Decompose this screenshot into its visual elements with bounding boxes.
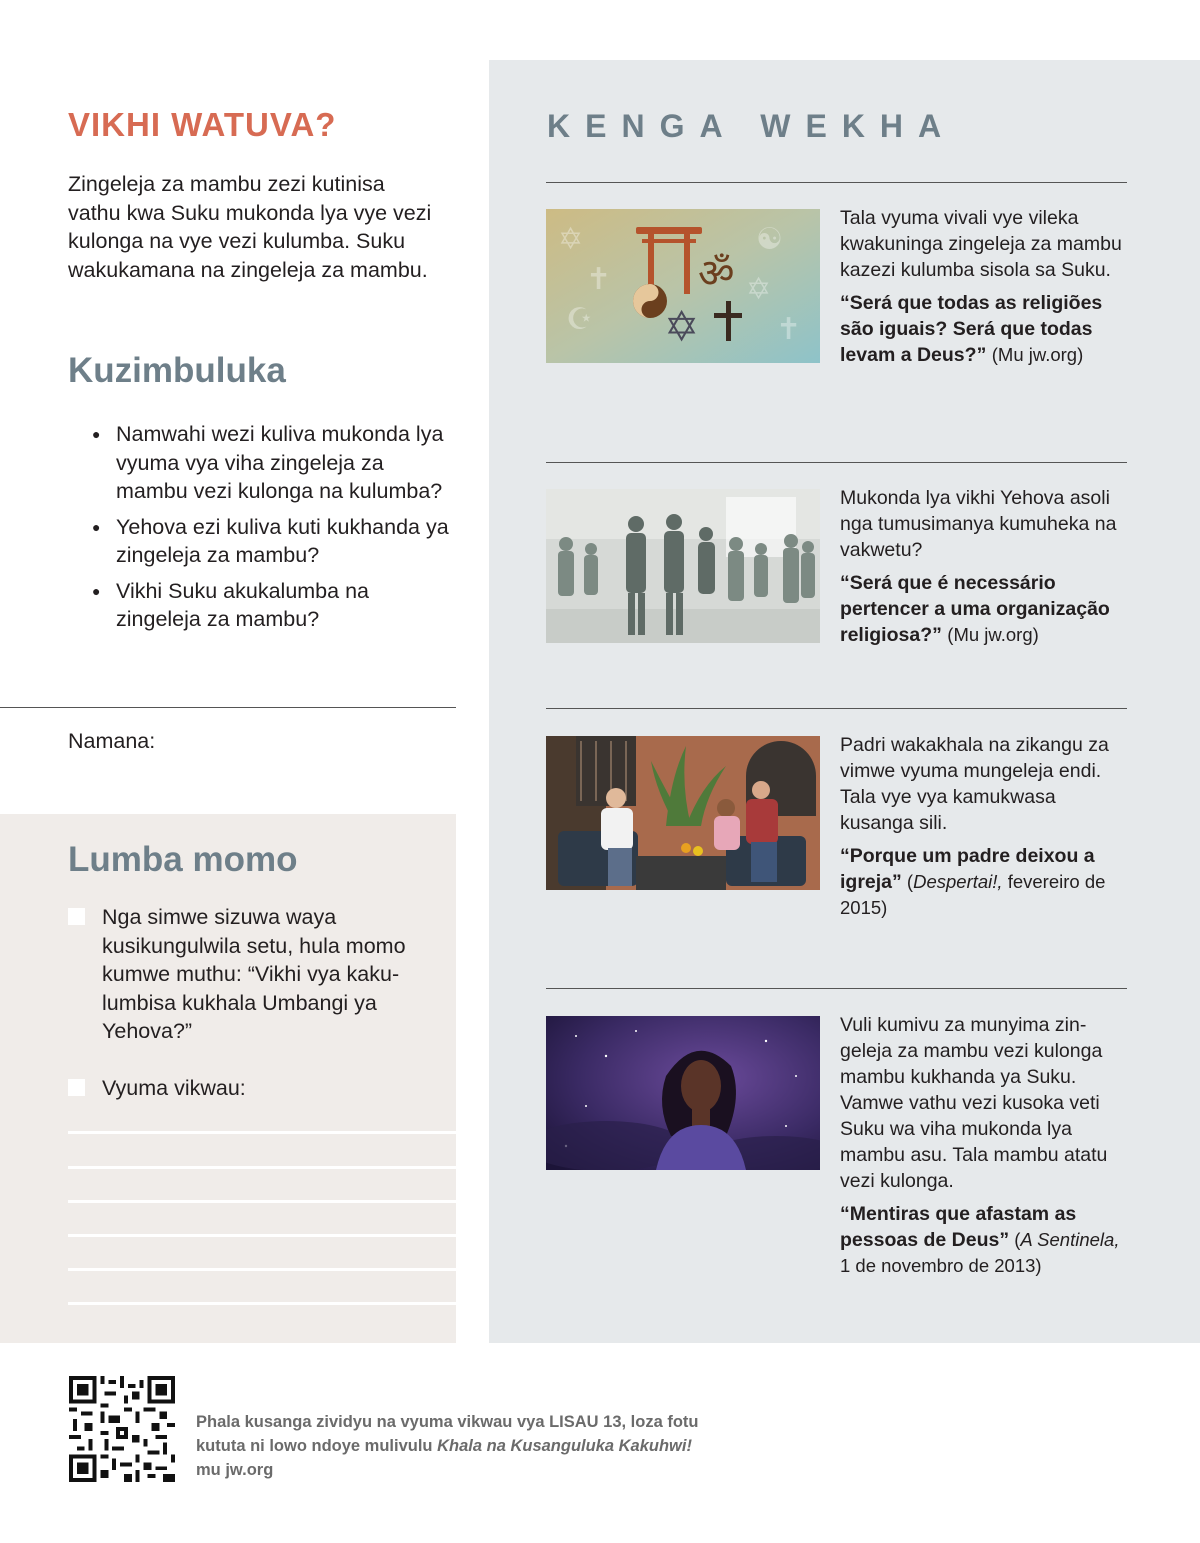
- qr-code-icon[interactable]: [68, 1376, 176, 1482]
- resource-source-open: (: [1009, 1229, 1021, 1250]
- resource-description: Mukonda lya vikhi Yehova asoli nga tumusimanya kumuheka na vakwetu?: [840, 487, 1117, 561]
- kenga-wekha-panel: [489, 60, 1200, 1343]
- resource-source-publication: Despertai!,: [913, 871, 1003, 892]
- question-item: ● Namwahi wezi kuliva mukonda lya vyuma vya viha zingeleja za mambu vezi kulonga na kulumba?: [92, 420, 456, 506]
- lumba-momo-heading: Lumba momo: [68, 840, 298, 879]
- resource-article-title[interactable]: “Porque um padre deixou a igreja”: [840, 845, 1095, 893]
- section-divider: [0, 707, 456, 708]
- resource-source-publication: A Sentinela,: [1020, 1229, 1120, 1250]
- resource-item: [840, 205, 1130, 368]
- patio-conversation-image: [546, 736, 820, 890]
- congregation-gathering-image: [546, 489, 820, 643]
- resource-divider: [546, 708, 1127, 709]
- writing-line[interactable]: [68, 1200, 456, 1203]
- svg-text:✡: ✡: [664, 302, 700, 351]
- resource-item: [840, 1012, 1130, 1279]
- lumba-item: [68, 1074, 448, 1103]
- kuzimbuluka-heading: Kuzimbuluka: [68, 351, 286, 390]
- svg-text:✝: ✝: [776, 312, 802, 347]
- footer-book-title: Khala na Kusanguluka Kakuhwi!: [437, 1437, 692, 1455]
- writing-line[interactable]: [68, 1131, 456, 1134]
- svg-text:ॐ: ॐ: [698, 251, 735, 297]
- svg-text:✝: ✝: [586, 262, 612, 297]
- resource-source-date: fevereiro de 2015): [840, 871, 1106, 918]
- resource-description: Padri wakakhala na zikangu za vimwe vyuma mungeleja endi. Tala vye vya kamukwasa kusanga sili.: [840, 734, 1109, 834]
- question-item: ● Yehova ezi kuliva kuti kukhanda ya zingeleja za mambu?: [92, 513, 456, 570]
- resource-source-open: (: [901, 871, 914, 892]
- lumba-item-text: Nga simwe sizuwa waya kusikungulwila setu, hula momo kumwe muthu: “Vikhi vya kaku-lumbisa kukhala Umbangi ya Yehova?”: [102, 905, 406, 1043]
- svg-text:☪: ☪: [566, 302, 593, 337]
- lumba-item-text: Vyuma vikwau:: [102, 1076, 246, 1100]
- writing-line[interactable]: [68, 1166, 456, 1169]
- resource-item: [840, 485, 1130, 648]
- resource-divider: [546, 182, 1127, 183]
- resource-article-title[interactable]: “Será que é necessário pertencer a uma organização religiosa?”: [840, 572, 1110, 646]
- section-title-watuva: VIKHI WATUVA?: [68, 106, 337, 143]
- svg-text:☯: ☯: [756, 222, 783, 257]
- lumba-momo-box: [0, 814, 456, 1343]
- footer-text-start: Phala kusanga zividyu na vyuma vikwau vya LISAU 13, loza fotu kututa ni lowo ndoye mulivulu: [196, 1413, 699, 1455]
- lumba-item: [68, 903, 448, 1046]
- resource-article-title[interactable]: “Mentiras que afastam as pessoas de Deus”: [840, 1203, 1077, 1251]
- writing-line[interactable]: [68, 1268, 456, 1271]
- checkbox[interactable]: [68, 908, 85, 925]
- footer-note: [196, 1410, 706, 1482]
- religion-symbols-image: [546, 209, 820, 363]
- svg-text:✡: ✡: [746, 272, 772, 307]
- resource-divider: [546, 462, 1127, 463]
- intro-paragraph: Zingeleja za mambu zezi kutinisa vathu kwa Suku mukonda lya vye vezi kulonga na vye vezi kulumba. Suku wakukamana na zingeleja za mambu.: [68, 172, 432, 282]
- resource-description: Vuli kumivu za munyima zin-geleja za mambu vezi kulonga mambu kukhanda ya Suku. Vamwe vathu vezi kusoka veti Suku wa viha mukonda lya mambu asu. Tala mambu atatu vezi kulonga.: [840, 1014, 1108, 1192]
- resource-article-title[interactable]: “Será que todas as religiões são iguais? Será que todas levam a Deus?”: [840, 292, 1103, 366]
- footer-text-end: mu jw.org: [196, 1461, 274, 1479]
- question-item: ● Vikhi Suku akukalumba na zingeleja za mambu?: [92, 577, 456, 634]
- resource-source: (Mu jw.org): [947, 624, 1039, 645]
- svg-text:✡: ✡: [558, 222, 584, 257]
- resource-divider: [546, 988, 1127, 989]
- checkbox[interactable]: [68, 1079, 85, 1096]
- woman-night-sky-image: [546, 1016, 820, 1170]
- resource-source-date: 1 de novembro de 2013): [840, 1255, 1042, 1276]
- namana-label: Namana:: [68, 729, 156, 753]
- kenga-wekha-heading: KENGA WEKHA: [547, 108, 957, 144]
- resource-item: [840, 732, 1130, 921]
- writing-line[interactable]: [68, 1234, 456, 1237]
- writing-line[interactable]: [68, 1302, 456, 1305]
- resource-description: Tala vyuma vivali vye vileka kwakuninga zingeleja za mambu kazezi kulumba sisola sa Suku.: [840, 207, 1122, 281]
- kuzimbuluka-question-list: [92, 420, 456, 641]
- resource-source: (Mu jw.org): [991, 344, 1084, 365]
